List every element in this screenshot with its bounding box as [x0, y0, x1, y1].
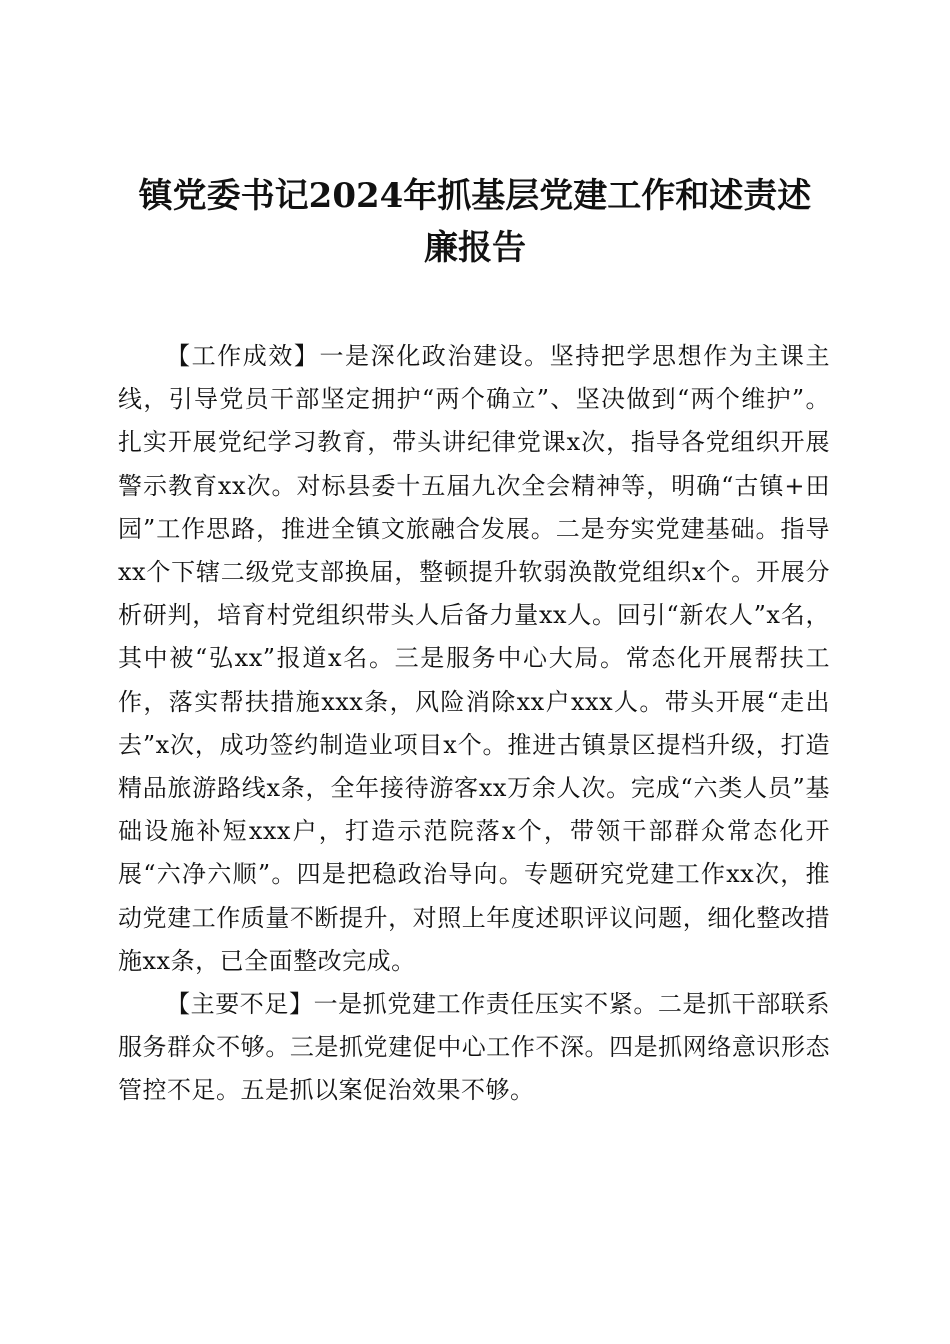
document-body — [118, 335, 830, 1113]
document-title-line-1: 镇党委书记2024年抓基层党建工作和述责述 — [138, 176, 812, 216]
paragraph-shortcomings: 【主要不足】一是抓党建工作责任压实不紧。二是抓干部联系服务群众不够。三是抓党建促中心工作不深。四是抓网络意识形态管控不足。五是抓以案促治效果不够。 — [118, 990, 830, 1105]
document-title-line-2: 廉报告 — [424, 228, 526, 268]
document-title — [110, 170, 840, 274]
paragraph-work-results: 【工作成效】一是深化政治建设。坚持把学思想作为主课主线，引导党员干部坚定拥护“两个确立”、坚决做到“两个维护”。扎实开展党纪学习教育，带头讲纪律党课x次，指导各党组织开展警示教育xx次。对标县委十五届九次全会精神等，明确“古镇+田园”工作思路，推进全镇文旅融合发展。二是夯实党建基础。指导xx个下辖二级党支部换届，整顿提升软弱涣散党组织x个。开展分析研判，培育村党组织带头人后备力量xx人。回引“新农人”x名，其中被“弘xx”报道x名。三是服务中心大局。常态化开展帮扶工作，落实帮扶措施xxx条，风险消除xx户xxx人。带头开展“走出去”x次，成功签约制造业项目x个。推进古镇景区提档升级，打造精品旅游路线x条，全年接待游客xx万余人次。完成“六类人员”基础设施补短xxx户，打造示范院落x个，带领干部群众常态化开展“六净六顺”。四是把稳政治导向。专题研究党建工作xx次，推动党建工作质量不断提升，对照上年度述职评议问题，细化整改措施xx条，已全面整改完成。 — [118, 342, 830, 975]
